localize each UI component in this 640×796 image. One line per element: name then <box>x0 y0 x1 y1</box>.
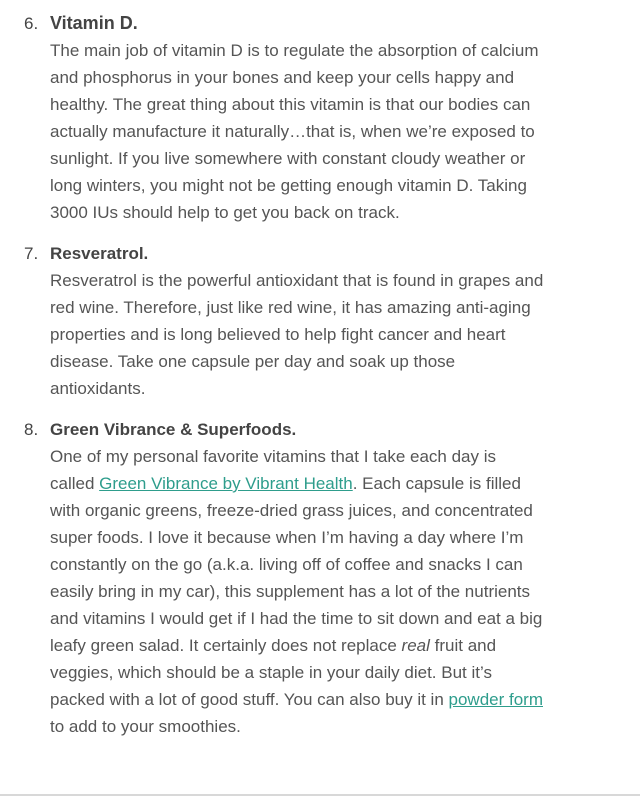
item-body: The main job of vitamin D is to regulate the absorption of calcium and phosphorus in your bones and keep your cells happy and healthy. The great thing about this vitamin is that our bodies can actually manufacture it naturally…that is, when we’re exposed to sunlight. If you live somewhere with constant cloudy weather or long winters, you might not be getting enough vitamin D. Taking 3000 IUs should help to get you back on track. <box>50 41 539 222</box>
body-text: to add to your smoothies. <box>50 717 241 736</box>
list-number: 8. <box>24 420 39 439</box>
green-vibrance-link[interactable]: Green Vibrance by Vibrant Health <box>99 474 353 493</box>
powder-form-link[interactable]: powder form <box>448 690 543 709</box>
article-body <box>0 10 640 754</box>
list-item-resveratrol <box>0 240 640 402</box>
emphasis-text: real <box>401 636 430 655</box>
item-body <box>50 443 544 740</box>
list-number: 6. <box>24 14 39 33</box>
item-title: Vitamin D. <box>50 13 138 33</box>
item-body: Resveratrol is the powerful antioxidant that is found in grapes and red wine. Therefore, just like red wine, it has amazing anti-aging properties and is long believed to help fight cancer and heart disease. Take one capsule per day and soak up those antioxidants. <box>50 271 544 398</box>
item-title: Resveratrol. <box>50 244 149 263</box>
list-item-vitamin-d <box>0 10 640 226</box>
body-text: One of my personal favorite vitamins that I take each day is called <box>50 447 496 493</box>
list-number: 7. <box>24 244 39 263</box>
body-text: . Each capsule is filled with organic greens, freeze-dried grass juices, and concentrated super foods. I love it because when I’m having a day where I’m constantly on the go (a.k.a. living off of coffee and snacks I can easily bring in my car), this supplement has a lot of the nutrients and vitamins I would get if I had the time to sit down and eat a big leafy green salad. It certainly does not replace <box>50 474 543 655</box>
item-title: Green Vibrance & Superfoods. <box>50 420 297 439</box>
list-item-green-vibrance <box>0 416 640 740</box>
body-text: fruit and veggies, which should be a staple in your daily diet. But it’s packed with a lot of good stuff. You can also buy it in <box>50 636 497 709</box>
